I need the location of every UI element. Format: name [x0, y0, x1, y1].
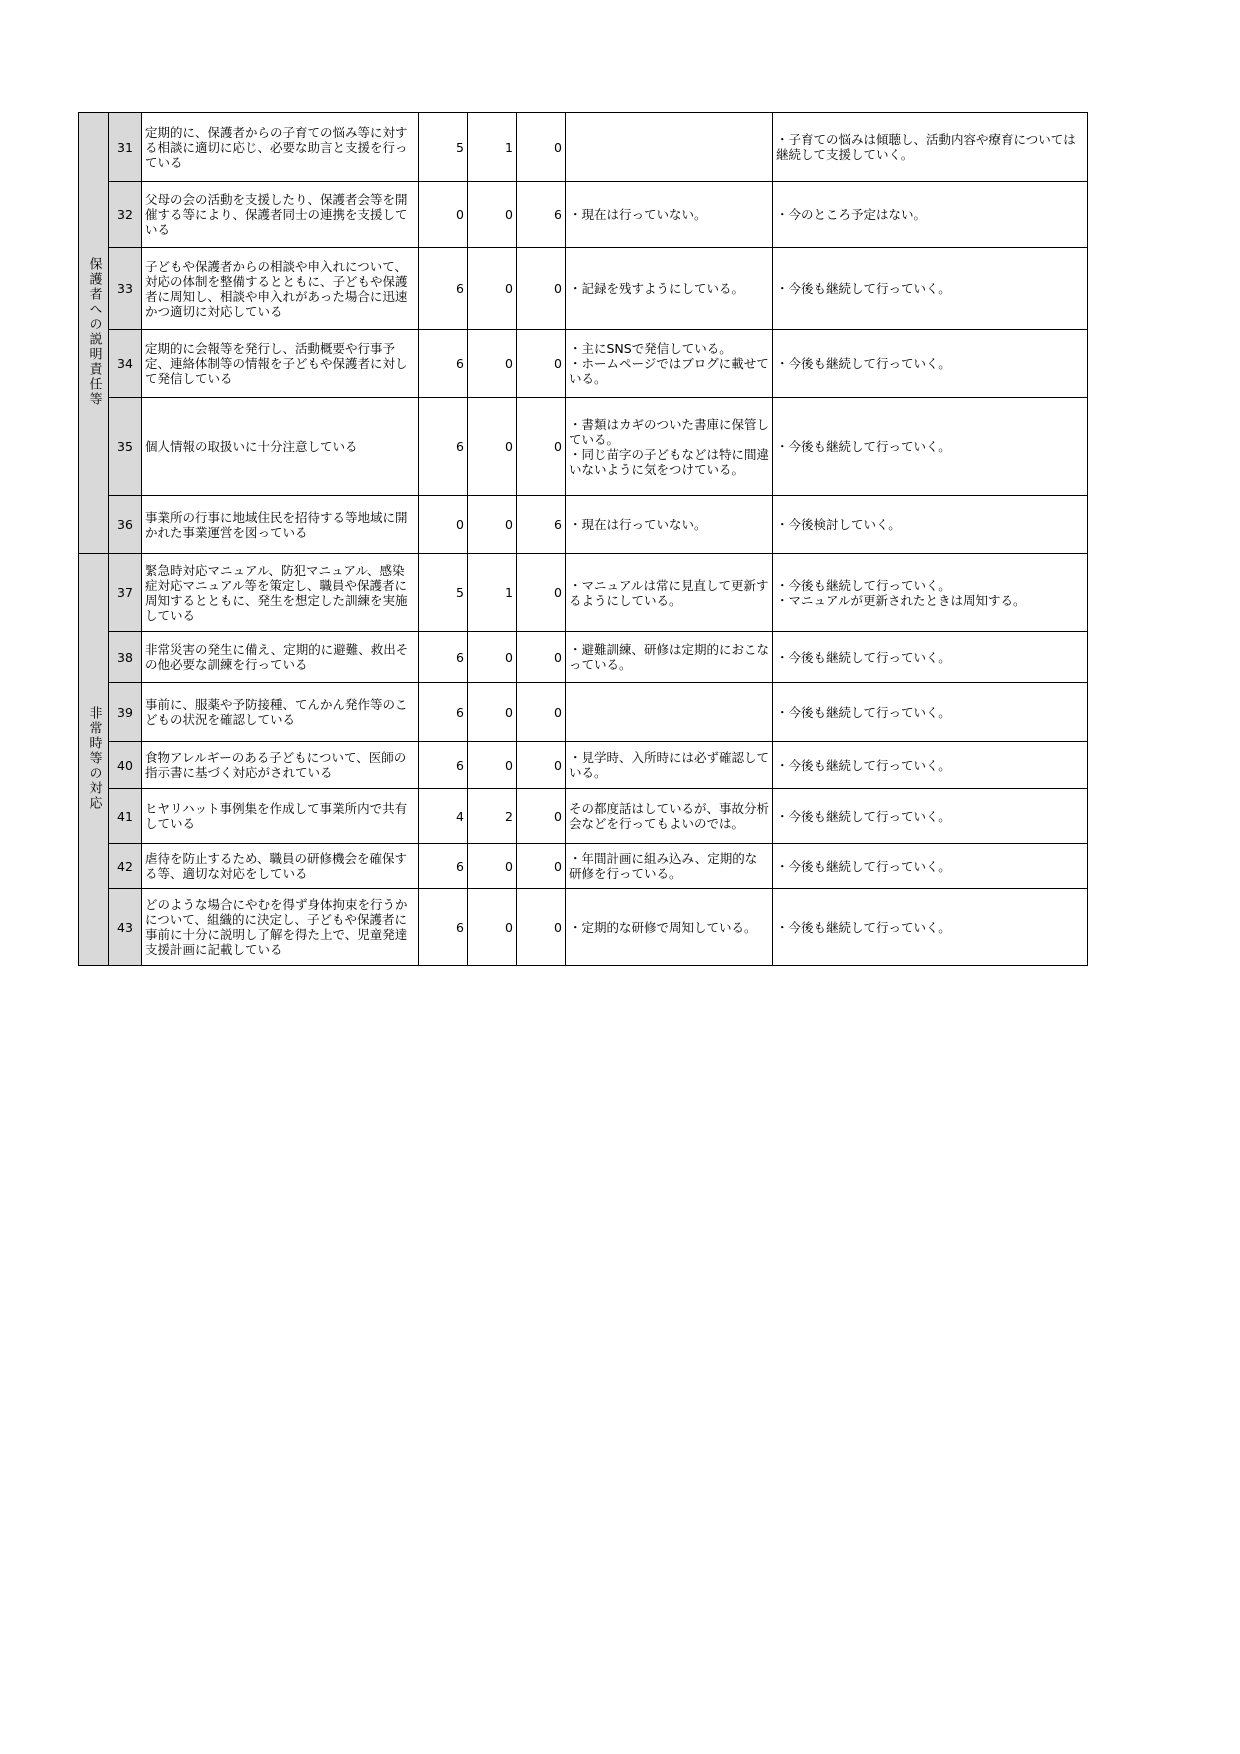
question-text: 事業所の行事に地域住民を招待する等地域に開かれた事業運営を図っている — [142, 496, 419, 554]
item-number: 34 — [109, 330, 142, 398]
count-yes: 0 — [419, 496, 468, 554]
item-number: 33 — [109, 248, 142, 330]
evaluation-table — [78, 112, 1088, 966]
table-row — [79, 182, 1088, 248]
improvement-text: ・今後も継続して行っていく。 — [773, 683, 1088, 742]
count-no: 0 — [517, 554, 566, 632]
count-yes: 6 — [419, 632, 468, 683]
count-no: 0 — [517, 248, 566, 330]
question-text: 虐待を防止するため、職員の研修機会を確保する等、適切な対応をしている — [142, 844, 419, 889]
item-number: 37 — [109, 554, 142, 632]
question-text: 緊急時対応マニュアル、防犯マニュアル、感染症対応マニュアル等を策定し、職員や保護者に周知するとともに、発生を想定した訓練を実施している — [142, 554, 419, 632]
item-number: 43 — [109, 889, 142, 966]
table-row — [79, 844, 1088, 889]
count-yes: 6 — [419, 398, 468, 496]
count-neither: 1 — [468, 554, 517, 632]
count-yes: 5 — [419, 554, 468, 632]
item-number: 32 — [109, 182, 142, 248]
question-text: 個人情報の取扱いに十分注意している — [142, 398, 419, 496]
item-number: 36 — [109, 496, 142, 554]
count-neither: 0 — [468, 889, 517, 966]
category-cell — [79, 113, 109, 554]
category-label: 保護者への説明責任等 — [86, 256, 102, 407]
answer-text: ・マニュアルは常に見直して更新するようにしている。 — [566, 554, 773, 632]
question-text: 事前に、服薬や予防接種、てんかん発作等のこどもの状況を確認している — [142, 683, 419, 742]
table-row — [79, 398, 1088, 496]
improvement-text: ・今後も継続して行っていく。 — [773, 398, 1088, 496]
count-yes: 0 — [419, 182, 468, 248]
count-neither: 0 — [468, 248, 517, 330]
improvement-text: ・今後も継続して行っていく。 — [773, 330, 1088, 398]
item-number: 41 — [109, 789, 142, 844]
answer-text: ・年間計画に組み込み、定期的な研修を行っている。 — [566, 844, 773, 889]
count-neither: 0 — [468, 844, 517, 889]
table-row — [79, 496, 1088, 554]
answer-text: ・現在は行っていない。 — [566, 182, 773, 248]
count-no: 0 — [517, 789, 566, 844]
count-yes: 6 — [419, 889, 468, 966]
count-neither: 0 — [468, 683, 517, 742]
improvement-text: ・今後も継続して行っていく。 — [773, 789, 1088, 844]
question-text: 父母の会の活動を支援したり、保護者会等を開催する等により、保護者同士の連携を支援している — [142, 182, 419, 248]
count-yes: 4 — [419, 789, 468, 844]
improvement-text: ・今後検討していく。 — [773, 496, 1088, 554]
table-row — [79, 889, 1088, 966]
answer-text: ・書類はカギのついた書庫に保管している。 ・同じ苗字の子どもなどは特に間違いないように気をつけている。 — [566, 398, 773, 496]
answer-text: ・現在は行っていない。 — [566, 496, 773, 554]
count-neither: 0 — [468, 330, 517, 398]
question-text: どのような場合にやむを得ず身体拘束を行うかについて、組織的に決定し、子どもや保護者に事前に十分に説明し了解を得た上で、児童発達支援計画に記載している — [142, 889, 419, 966]
question-text: 定期的に会報等を発行し、活動概要や行事予定、連絡体制等の情報を子どもや保護者に対して発信している — [142, 330, 419, 398]
count-yes: 6 — [419, 330, 468, 398]
question-text: ヒヤリハット事例集を作成して事業所内で共有している — [142, 789, 419, 844]
item-number: 42 — [109, 844, 142, 889]
category-cell — [79, 554, 109, 966]
answer-text — [566, 683, 773, 742]
table-row — [79, 330, 1088, 398]
table-row — [79, 113, 1088, 182]
improvement-text: ・今後も継続して行っていく。 — [773, 889, 1088, 966]
answer-text: ・見学時、入所時には必ず確認している。 — [566, 742, 773, 789]
count-neither: 0 — [468, 398, 517, 496]
improvement-text: ・今後も継続して行っていく。 — [773, 844, 1088, 889]
count-neither: 0 — [468, 496, 517, 554]
count-no: 0 — [517, 844, 566, 889]
count-no: 0 — [517, 398, 566, 496]
count-neither: 0 — [468, 632, 517, 683]
question-text: 非常災害の発生に備え、定期的に避難、救出その他必要な訓練を行っている — [142, 632, 419, 683]
question-text: 子どもや保護者からの相談や申入れについて、対応の体制を整備するとともに、子どもや保護者に周知し、相談や申入れがあった場合に迅速かつ適切に対応している — [142, 248, 419, 330]
count-yes: 6 — [419, 742, 468, 789]
count-no: 0 — [517, 330, 566, 398]
count-no: 6 — [517, 496, 566, 554]
answer-text: ・主にSNSで発信している。 ・ホームページではブログに載せている。 — [566, 330, 773, 398]
improvement-text: ・今後も継続して行っていく。 — [773, 248, 1088, 330]
count-no: 0 — [517, 683, 566, 742]
item-number: 38 — [109, 632, 142, 683]
item-number: 31 — [109, 113, 142, 182]
answer-text: ・記録を残すようにしている。 — [566, 248, 773, 330]
count-neither: 0 — [468, 182, 517, 248]
answer-text — [566, 113, 773, 182]
item-number: 40 — [109, 742, 142, 789]
count-no: 0 — [517, 632, 566, 683]
count-yes: 6 — [419, 683, 468, 742]
item-number: 39 — [109, 683, 142, 742]
improvement-text: ・子育ての悩みは傾聴し、活動内容や療育については継続して支援していく。 — [773, 113, 1088, 182]
table-row — [79, 683, 1088, 742]
count-yes: 6 — [419, 844, 468, 889]
table-row — [79, 248, 1088, 330]
category-label: 非常時等の対応 — [86, 705, 102, 811]
count-neither: 2 — [468, 789, 517, 844]
count-no: 0 — [517, 742, 566, 789]
question-text: 定期的に、保護者からの子育ての悩み等に対する相談に適切に応じ、必要な助言と支援を行っている — [142, 113, 419, 182]
count-yes: 6 — [419, 248, 468, 330]
table-row — [79, 554, 1088, 632]
improvement-text: ・今のところ予定はない。 — [773, 182, 1088, 248]
answer-text: その都度話はしているが、事故分析会などを行ってもよいのでは。 — [566, 789, 773, 844]
table-row — [79, 742, 1088, 789]
improvement-text: ・今後も継続して行っていく。 ・マニュアルが更新されたときは周知する。 — [773, 554, 1088, 632]
count-yes: 5 — [419, 113, 468, 182]
count-neither: 0 — [468, 742, 517, 789]
answer-text: ・避難訓練、研修は定期的におこなっている。 — [566, 632, 773, 683]
count-no: 0 — [517, 113, 566, 182]
table-row — [79, 789, 1088, 844]
item-number: 35 — [109, 398, 142, 496]
answer-text: ・定期的な研修で周知している。 — [566, 889, 773, 966]
count-no: 6 — [517, 182, 566, 248]
question-text: 食物アレルギーのある子どもについて、医師の指示書に基づく対応がされている — [142, 742, 419, 789]
improvement-text: ・今後も継続して行っていく。 — [773, 742, 1088, 789]
table-row — [79, 632, 1088, 683]
count-no: 0 — [517, 889, 566, 966]
improvement-text: ・今後も継続して行っていく。 — [773, 632, 1088, 683]
count-neither: 1 — [468, 113, 517, 182]
